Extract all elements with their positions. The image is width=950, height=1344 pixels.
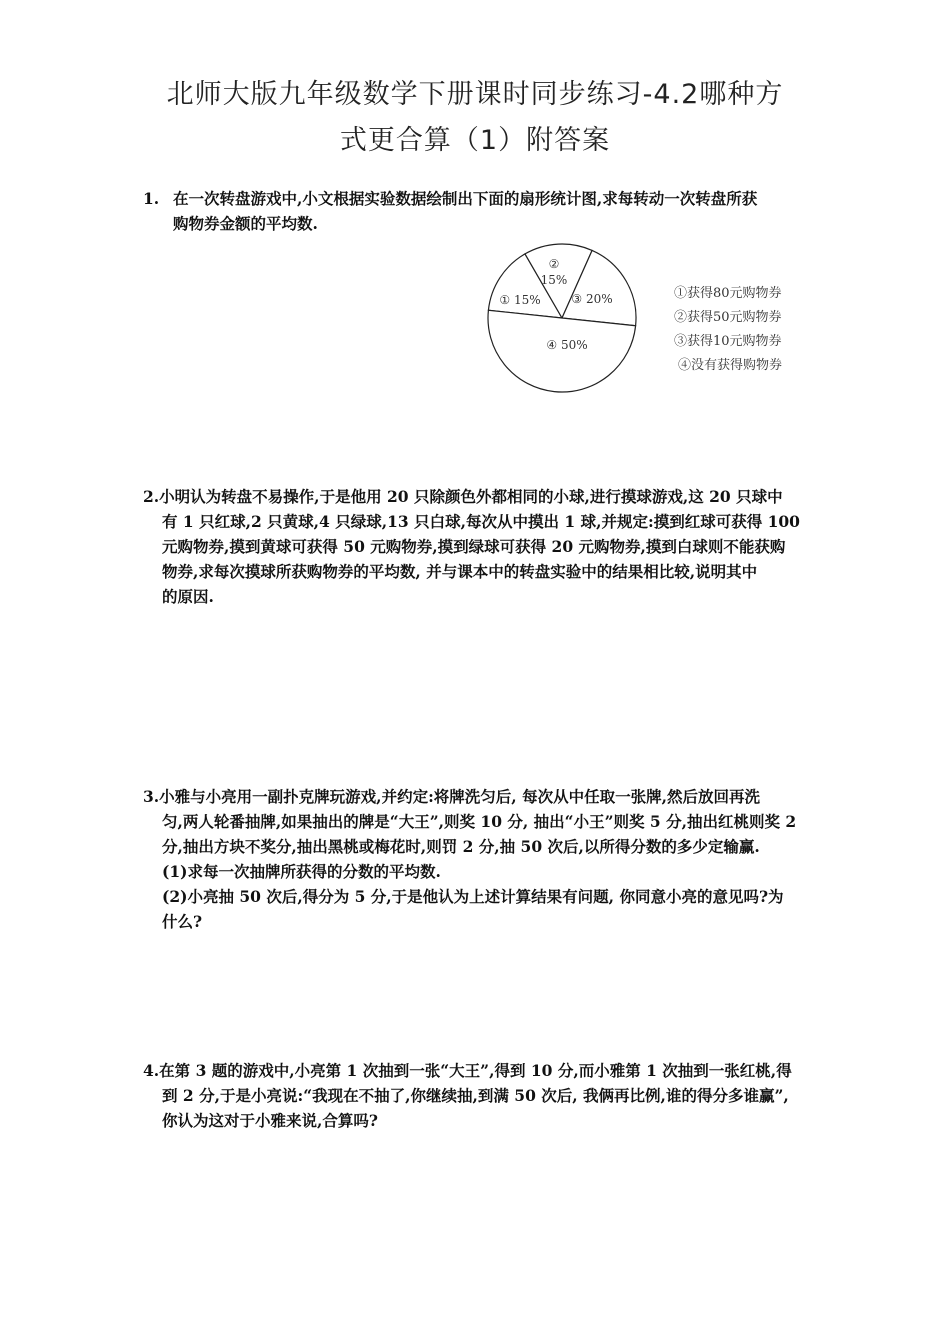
pie-label-1: ① 15% [499,293,541,307]
pie-label-id-2: ② [548,257,560,271]
question-1-line: 在一次转盘游戏中,小文根据实验数据绘制出下面的扇形统计图,求每转动一次转盘所获 [173,189,758,208]
question-3-subquestion-1: (1)求每一次抽牌所获得的分数的平均数. [162,862,441,881]
question-3 [143,784,813,934]
page-title-line-1: 北师大版九年级数学下册课时同步练习-4.2哪种方 [166,79,784,110]
pie-chart [480,240,650,400]
question-2-line: 物券,求每次摸球所获购物券的平均数, 并与课本中的转盘实验中的结果相比较,说明其中 [162,562,758,581]
legend-item-1: ①获得80元购物券 [674,286,782,301]
question-3-subquestion-2: (2)小亮抽 50 次后,得分为 5 分,于是他认为上述计算结果有问题, 你同意小亮的意见吗?为 [162,887,784,906]
question-1-number: 1. [143,189,160,208]
question-3-line: 匀,两人轮番抽牌,如果抽出的牌是“大王”,则奖 10 分, 抽出“小王”则奖 5 分,抽出红桃则奖 2 [162,812,797,831]
question-3-line: 分,抽出方块不奖分,抽出黑桃或梅花时,则罚 2 分,抽 50 次后,以所得分数的多少定输赢. [162,837,760,856]
legend-item-3: ③获得10元购物券 [674,334,782,349]
pie-label-4: ④ 50% [546,338,588,352]
question-4-line: 4.在第 3 题的游戏中,小亮第 1 次抽到一张“大王”,得到 10 分,而小雅第 1 次抽到一张红桃,得 [143,1061,792,1080]
question-1-text [173,186,813,236]
page-title-line-2: 式更合算（1）附答案 [339,125,611,156]
question-4 [143,1058,813,1133]
question-1-line: 购物券金额的平均数. [173,214,318,233]
question-2-line: 的原因. [162,587,214,606]
question-2-line: 2.小明认为转盘不易操作,于是他用 20 只除颜色外都相同的小球,进行摸球游戏,这 20 只球中 [143,487,783,506]
pie-label-percent-2: 15% [540,273,568,287]
question-4-line: 到 2 分,于是小亮说:“我现在不抽了,你继续抽,到满 50 次后, 我俩再比例,谁的得分多谁赢”, [162,1086,789,1105]
pie-legend [674,282,782,378]
legend-item-2: ②获得50元购物券 [674,310,782,325]
question-3-line: 3.小雅与小亮用一副扑克牌玩游戏,并约定:将牌洗匀后, 每次从中任取一张牌,然后放回再洗 [143,787,760,806]
question-2-line: 元购物券,摸到黄球可获得 50 元购物券,摸到绿球可获得 20 元购物券,摸到白球则不能获购 [162,537,786,556]
pie-label-3: ③ 20% [571,292,613,306]
question-3-line: 什么? [162,912,203,931]
question-2 [143,484,813,609]
question-2-line: 有 1 只红球,2 只黄球,4 只绿球,13 只白球,每次从中摸出 1 球,并规定:摸到红球可获得 100 [162,512,800,531]
legend-item-4: ④没有获得购物券 [678,358,783,373]
question-4-line: 你认为这对于小雅来说,合算吗? [162,1111,378,1130]
